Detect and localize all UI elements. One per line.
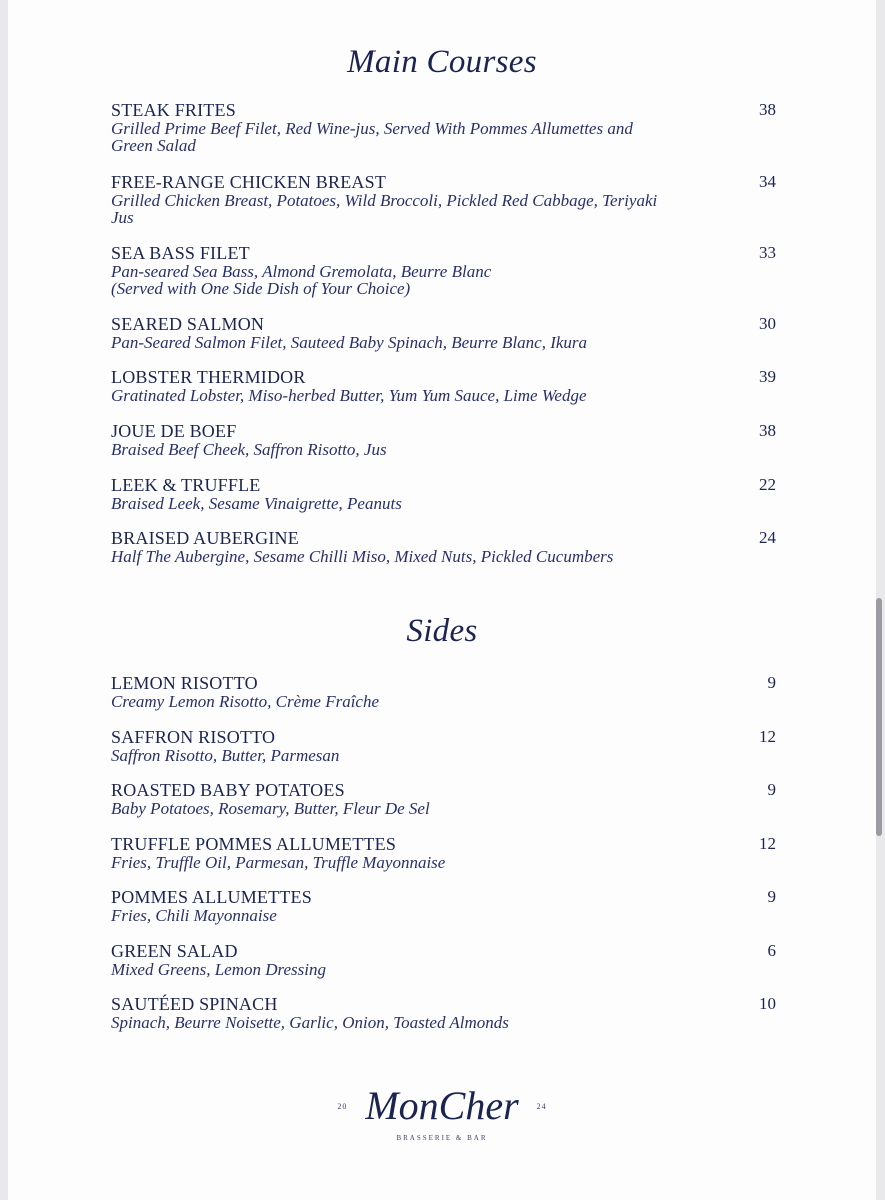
item-price: 34 [759,172,776,191]
item-name: TRUFFLE POMMES ALLUMETTES [111,834,397,854]
scrollbar-thumb[interactable] [876,598,882,836]
item-price: 6 [767,941,776,960]
item-description: Half The Aubergine, Sesame Chilli Miso, Mixed Nuts, Pickled Cucumbers [111,547,614,566]
item-name: SAUTÉED SPINACH [111,994,278,1014]
menu-item [111,368,776,404]
item-price: 12 [759,727,776,746]
item-price: 10 [759,994,776,1013]
menu-item [111,728,776,764]
logo-year-left: 20 [337,1101,348,1111]
item-name: STEAK FRITES [111,100,236,120]
item-description: Braised Beef Cheek, Saffron Risotto, Jus [111,440,387,459]
item-description: Grilled Prime Beef Filet, Red Wine-jus, Served With Pommes Allumettes and Green Salad [111,119,633,155]
item-description: Creamy Lemon Risotto, Crème Fraîche [111,692,380,711]
item-name: FREE-RANGE CHICKEN BREAST [111,172,387,192]
item-name: LOBSTER THERMIDOR [111,367,306,387]
item-price: 9 [767,673,776,692]
item-name: JOUE DE BOEF [111,421,237,441]
item-description: Baby Potatoes, Rosemary, Butter, Fleur De Sel [111,799,430,818]
item-name: BRAISED AUBERGINE [111,528,299,548]
item-name: LEMON RISOTTO [111,673,258,693]
main-courses-title: Main Courses [347,44,537,80]
menu-item [111,888,776,924]
item-description: Spinach, Beurre Noisette, Garlic, Onion, Toasted Almonds [111,1013,509,1032]
menu-item [111,173,776,226]
item-price: 12 [759,834,776,853]
item-price: 39 [759,367,776,386]
item-price: 22 [759,475,776,494]
logo-brand: MonCher [365,1083,519,1128]
menu-item [111,995,776,1031]
menu-item [111,422,776,458]
item-name: GREEN SALAD [111,941,238,961]
item-name: SAFFRON RISOTTO [111,727,276,747]
item-description: Gratinated Lobster, Miso-herbed Butter, Yum Yum Sauce, Lime Wedge [111,386,587,405]
item-name: LEEK & TRUFFLE [111,475,261,495]
item-price: 30 [759,314,776,333]
menu-item [111,315,776,351]
item-price: 24 [759,528,776,547]
item-price: 33 [759,243,776,262]
item-name: SEA BASS FILET [111,243,250,263]
item-description: Grilled Chicken Breast, Potatoes, Wild Broccoli, Pickled Red Cabbage, Teriyaki Jus [111,191,658,227]
item-price: 38 [759,421,776,440]
item-price: 9 [767,887,776,906]
menu-item [111,244,776,297]
item-description: Fries, Chili Mayonnaise [111,906,277,925]
menu-page [8,0,876,1200]
menu-item [111,476,776,512]
logo-year-right: 24 [536,1101,547,1111]
item-description: Pan-Seared Salmon Filet, Sauteed Baby Spinach, Beurre Blanc, Ikura [111,333,588,352]
menu-item [111,942,776,978]
item-name: ROASTED BABY POTATOES [111,780,345,800]
menu-item [111,529,776,565]
menu-item [111,781,776,817]
item-price: 9 [767,780,776,799]
item-description: Braised Leek, Sesame Vinaigrette, Peanuts [111,494,402,513]
item-description: Pan-seared Sea Bass, Almond Gremolata, Beurre Blanc (Served with One Side Dish of Your Choice) [111,262,492,298]
menu-item [111,101,776,154]
logo-tagline: BRASSERIE & BAR [396,1134,488,1142]
item-name: POMMES ALLUMETTES [111,887,312,907]
menu-item [111,835,776,871]
item-name: SEARED SALMON [111,314,265,334]
item-description: Saffron Risotto, Butter, Parmesan [111,746,340,765]
menu-item [111,674,776,710]
item-description: Mixed Greens, Lemon Dressing [111,960,326,979]
restaurant-logo [8,1082,876,1142]
item-description: Fries, Truffle Oil, Parmesan, Truffle Mayonnaise [111,853,446,872]
item-price: 38 [759,100,776,119]
sides-title: Sides [406,613,478,649]
